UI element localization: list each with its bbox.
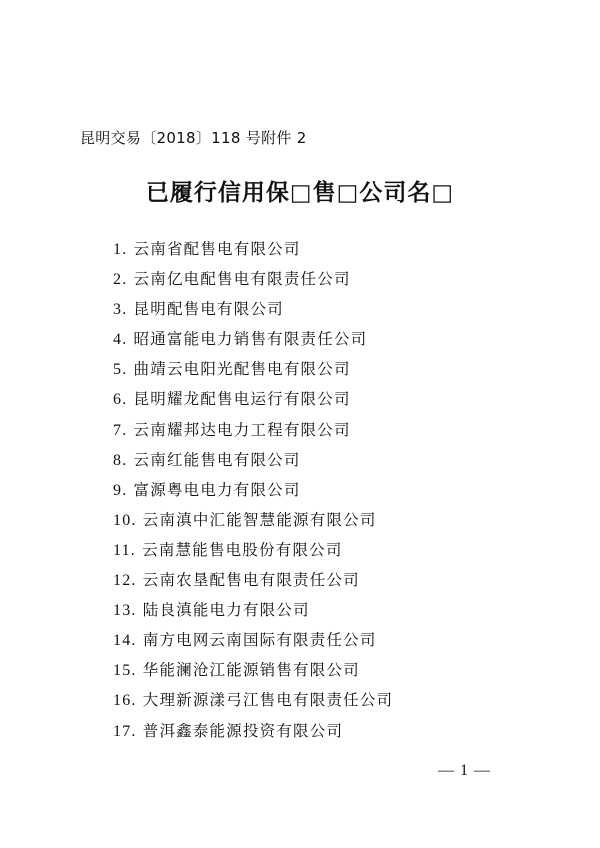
- item-number: 16.: [113, 692, 137, 710]
- list-item: [113, 449, 393, 479]
- company-name: 云南红能售电有限公司: [133, 450, 301, 469]
- list-item: [113, 328, 393, 358]
- item-number: 14.: [113, 632, 137, 650]
- company-name: 大理新源漾弓江售电有限责任公司: [142, 691, 394, 710]
- list-item: [113, 720, 393, 750]
- item-number: 1.: [113, 241, 128, 258]
- company-name: 云南省配售电有限公司: [133, 240, 301, 258]
- company-name: 南方电网云南国际有限责任公司: [142, 631, 377, 650]
- list-item: [113, 419, 393, 449]
- company-name: 曲靖云电阳光配售电有限公司: [133, 360, 351, 379]
- company-name: 富源粤电电力有限公司: [133, 480, 301, 499]
- company-name: 昆明耀龙配售电运行有限公司: [133, 390, 351, 409]
- list-item: [113, 509, 393, 539]
- list-item: [113, 539, 393, 569]
- company-name: 普洱鑫泰能源投资有限公司: [142, 721, 344, 740]
- list-item: [113, 358, 393, 388]
- item-number: 7.: [113, 421, 128, 439]
- item-number: 2.: [113, 271, 128, 289]
- list-item: [113, 629, 393, 659]
- list-item: [113, 569, 393, 599]
- company-name: 云南滇中汇能智慧能源有限公司: [142, 510, 377, 529]
- item-number: 4.: [113, 331, 128, 349]
- company-name: 昆明配售电有限公司: [133, 300, 284, 319]
- company-list: [113, 238, 393, 750]
- list-item: [113, 689, 393, 719]
- item-number: 12.: [113, 572, 137, 590]
- item-number: 3.: [113, 301, 128, 319]
- item-number: 17.: [113, 722, 137, 740]
- list-item: [113, 298, 393, 328]
- list-item: [113, 659, 393, 689]
- item-number: 9.: [113, 481, 128, 499]
- item-number: 5.: [113, 361, 128, 379]
- company-name: 陆良滇能电力有限公司: [142, 601, 310, 620]
- company-name: 云南慧能售电股份有限公司: [142, 540, 343, 559]
- document-reference: 昆明交易〔2018〕118 号附件 2: [80, 129, 307, 147]
- list-item: [113, 388, 393, 418]
- item-number: 6.: [113, 391, 128, 409]
- list-item: [113, 268, 393, 298]
- company-name: 云南亿电配售电有限责任公司: [133, 270, 351, 289]
- list-item: [113, 238, 393, 268]
- list-item: [113, 479, 393, 509]
- company-name: 云南耀邦达电力工程有限公司: [133, 420, 351, 439]
- company-name: 华能澜沧江能源销售有限公司: [142, 661, 360, 680]
- item-number: 15.: [113, 662, 137, 680]
- item-number: 13.: [113, 602, 137, 620]
- company-name: 昭通富能电力销售有限责任公司: [133, 330, 368, 349]
- item-number: 8.: [113, 451, 128, 469]
- page-number: — 1 —: [438, 762, 491, 779]
- company-name: 云南农垦配售电有限责任公司: [142, 571, 360, 590]
- list-item: [113, 599, 393, 629]
- page-title: 已履行信用保□售□公司名□: [145, 180, 455, 206]
- item-number: 10.: [113, 511, 137, 529]
- item-number: 11.: [113, 541, 137, 559]
